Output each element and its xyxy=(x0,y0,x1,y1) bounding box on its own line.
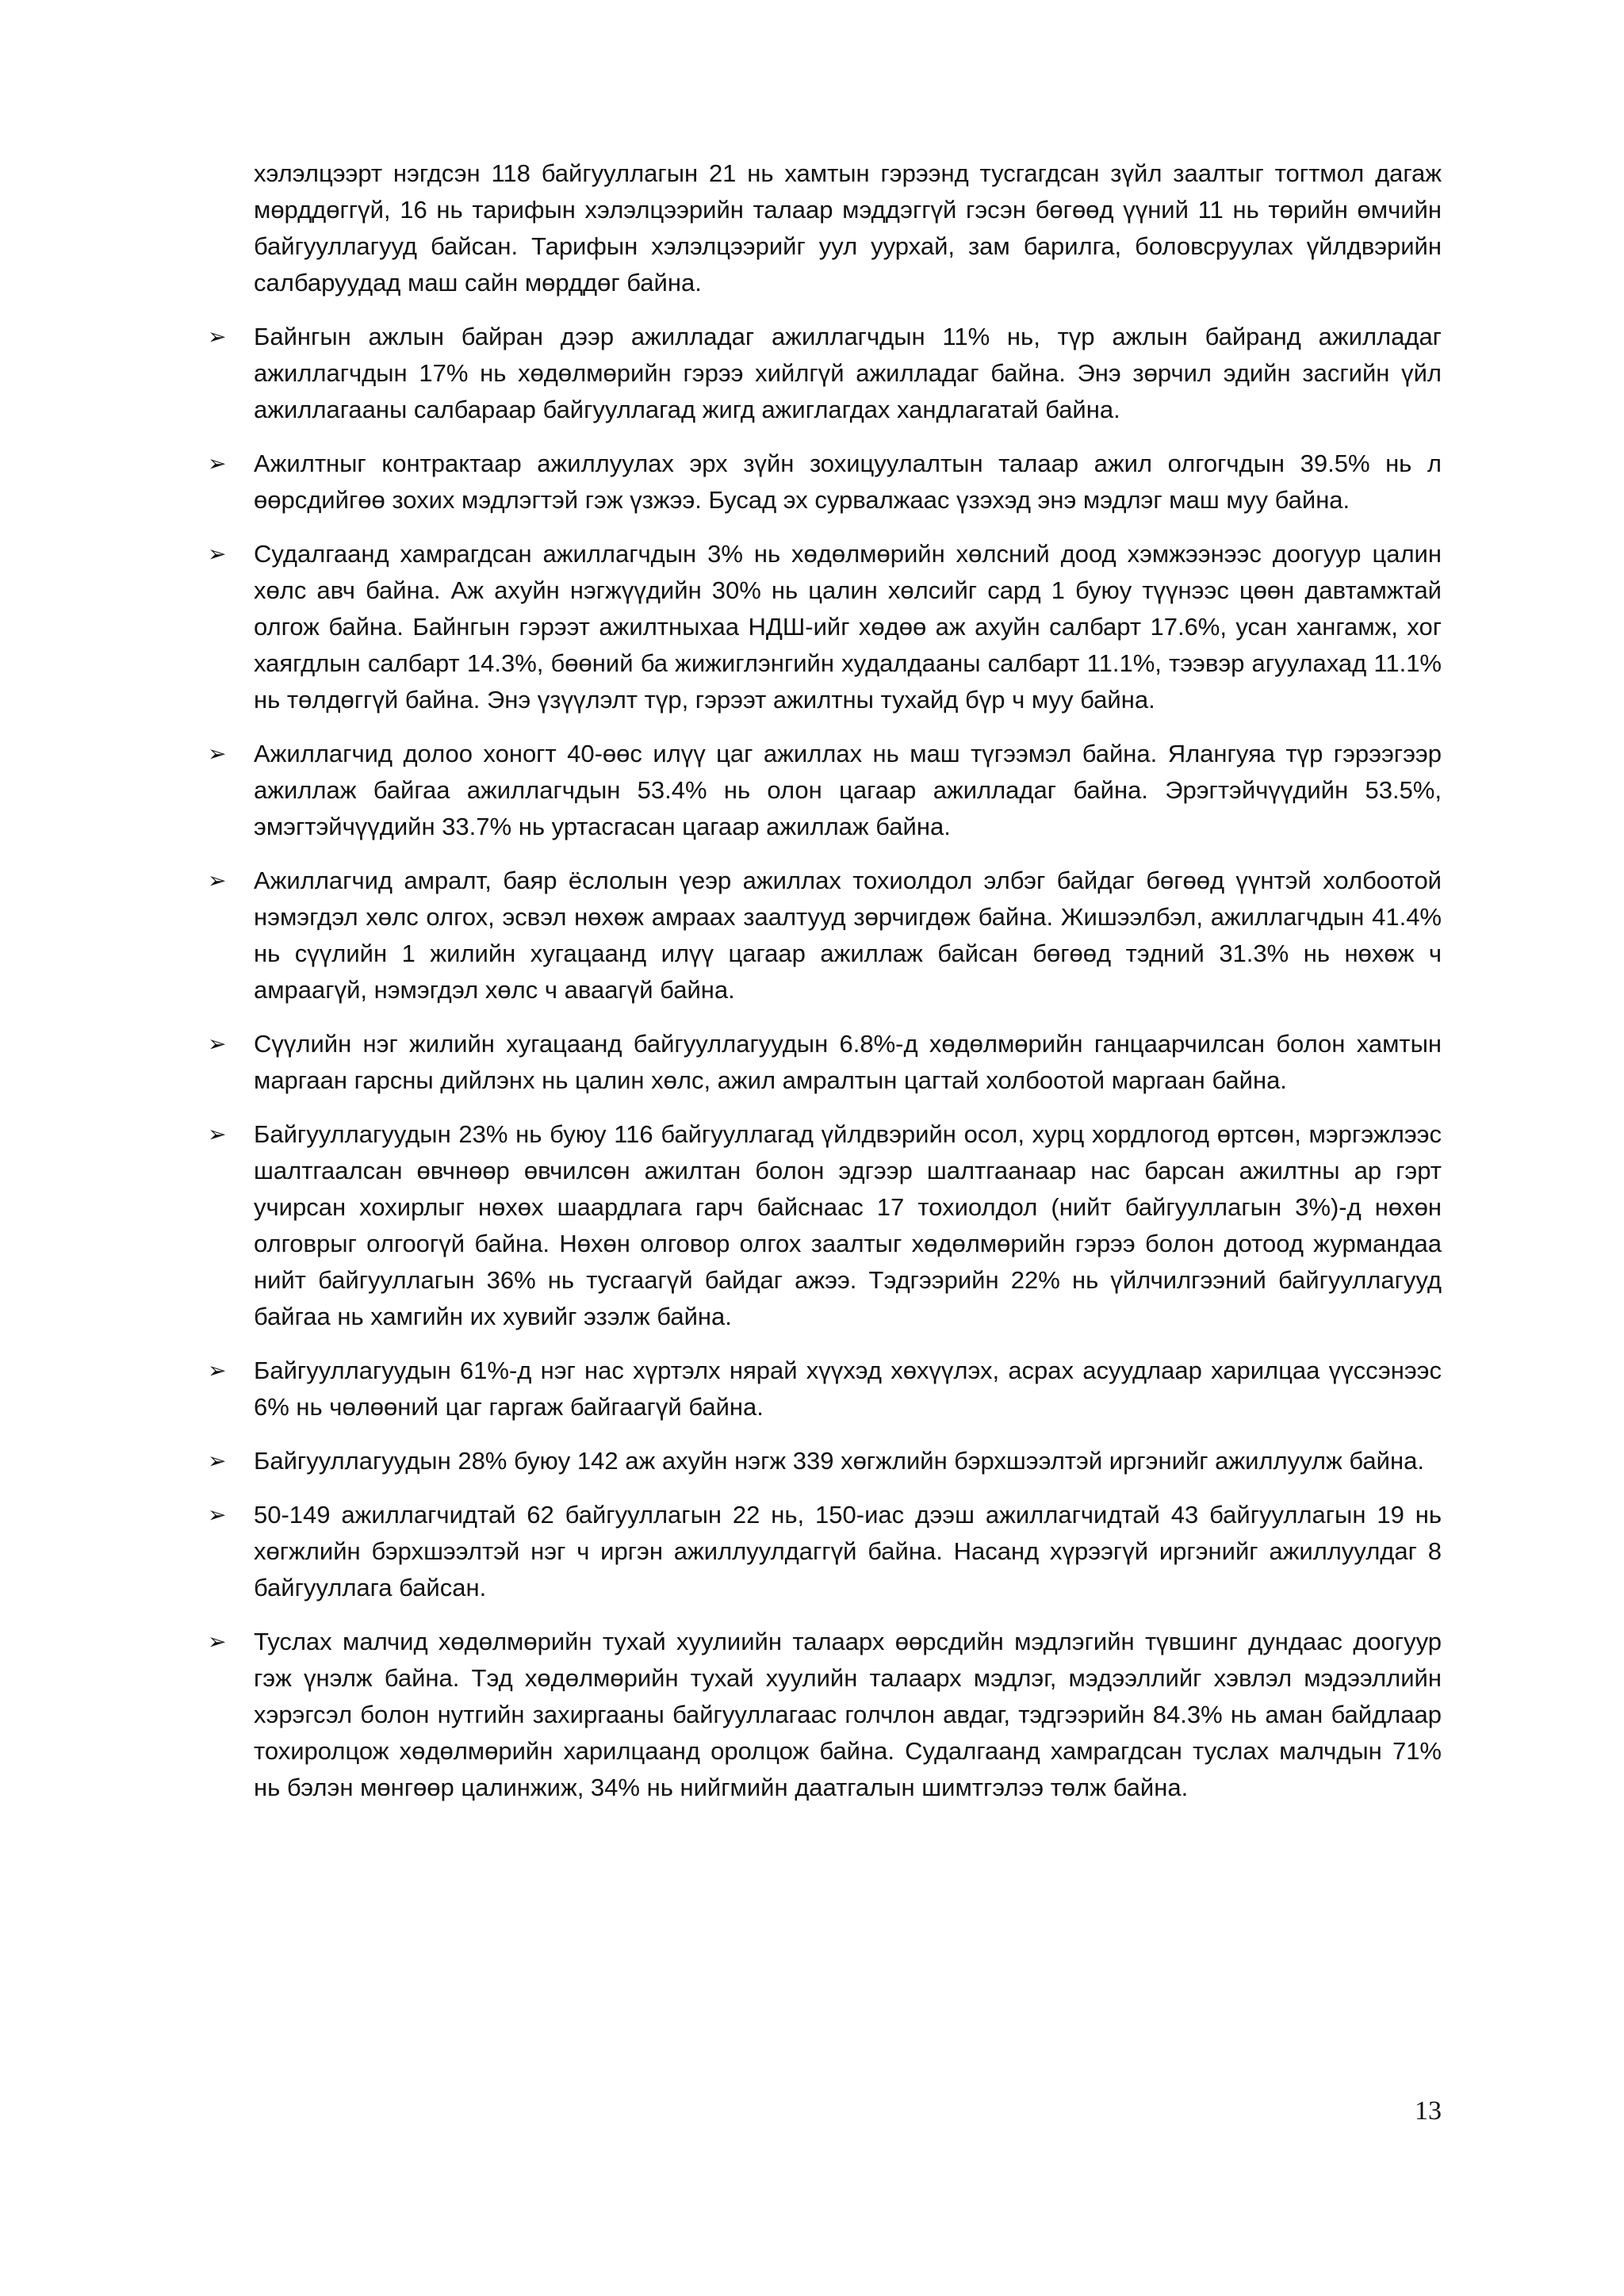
arrow-bullet-icon: ➢ xyxy=(208,740,227,767)
arrow-bullet-icon: ➢ xyxy=(208,1031,227,1057)
continued-paragraph: хэлэлцээрт нэгдсэн 118 байгууллагын 21 нь хамтын гэрээнд тусгагдсан зүйл заалтыг тогтмол дагаж мөрддөггүй, 16 нь тарифын хэлэлцээрийн талаар мэддэггүй гэсэн бөгөөд үүний 11 нь төрийн өмчийн байгууллагууд байсан. Тарифын хэлэлцээрийг уул уурхай, зам барилга, боловсруулах үйлдвэрийн салбаруудад маш сайн мөрддөг байна. xyxy=(254,159,1442,297)
list-item xyxy=(208,446,1442,519)
list-item-text: Судалгаанд хамрагдсан ажиллагчдын 3% нь хөдөлмөрийн хөлсний доод хэмжээнээс доогуур цалин хөлс авч байна. Аж ахуйн нэгжүүдийн 30% нь цалин хөлсийг сард 1 буюу түүнээс цөөн давтамжтай олгож байна. Байнгын гэрээт ажилтныхаа НДШ-ийг хөдөө аж ахуйн салбарт 17.6%, усан хангамж, хог хаягдлын салбарт 14.3%, бөөний ба жижиглэнгийн худалдааны салбарт 11.1%, тээвэр агуулахад 11.1% нь төлдөггүй байна. Энэ үзүүлэлт түр, гэрээт ажилтны тухайд бүр ч муу байна. xyxy=(254,540,1442,714)
arrow-bullet-icon: ➢ xyxy=(208,867,227,894)
list-item xyxy=(208,863,1442,1008)
arrow-bullet-icon: ➢ xyxy=(208,1448,227,1474)
list-item xyxy=(208,736,1442,845)
list-item-text: Байгууллагуудын 61%-д нэг нас хүртэлх нярай хүүхэд хөхүүлэх, асрах асуудлаар харилцаа үүссэнээс 6% нь чөлөөний цаг гаргаж байгаагүй байна. xyxy=(254,1357,1442,1421)
list-item xyxy=(208,1497,1442,1606)
list-item-text: Туслах малчид хөдөлмөрийн тухай хуулиийн талаарх өөрсдийн мэдлэгийн түвшинг дундаас доогуур гэж үнэлж байна. Тэд хөдөлмөрийн тухай хуулийн талаарх мэдлэг, мэдээллийг хэвлэл мэдээллийн хэрэгсэл болон нутгийн захиргааны байгууллагаас голчлон авдаг, тэдгээрийн 84.3% нь аман байдлаар тохиролцож хөдөлмөрийн харилцаанд оролцож байна. Судалгаанд хамрагдсан туслах малчдын 71% нь бэлэн мөнгөөр цалинжиж, 34% нь нийгмийн даатгалын шимтгэлээ төлж байна. xyxy=(254,1628,1442,1801)
findings-list xyxy=(208,319,1442,1806)
arrow-bullet-icon: ➢ xyxy=(208,1628,227,1655)
list-item-text: Ажилтныг контрактаар ажиллуулах эрх зүйн зохицуулалтын талаар ажил олгогчдын 39.5% нь л өөрсдийгөө зохих мэдлэгтэй гэж үзжээ. Бусад эх сурвалжаас үзэхэд энэ мэдлэг маш муу байна. xyxy=(254,450,1442,514)
list-item-text: Ажиллагчид амралт, баяр ёслолын үеэр ажиллах тохиолдол элбэг байдаг бөгөөд үүнтэй холбоотой нэмэгдэл хөлс олгох, эсвэл нөхөж амраах заалтууд зөрчигдөж байна. Жишээлбэл, ажиллагчдын 41.4% нь сүүлийн 1 жилийн хугацаанд илүү цагаар ажиллаж байсан бөгөөд тэдний 31.3% нь нөхөж ч амраагүй, нэмэгдэл хөлс ч аваагүй байна. xyxy=(254,867,1442,1004)
list-item xyxy=(208,1116,1442,1335)
list-item-text: Байгууллагуудын 28% буюу 142 аж ахуйн нэгж 339 хөгжлийн бэрхшээлтэй иргэнийг ажиллуулж байна. xyxy=(254,1447,1424,1475)
arrow-bullet-icon: ➢ xyxy=(208,1502,227,1528)
arrow-bullet-icon: ➢ xyxy=(208,1121,227,1147)
page-number: 13 xyxy=(1415,2096,1442,2126)
list-item xyxy=(208,319,1442,428)
page-content xyxy=(208,155,1442,1823)
list-item-text: 50-149 ажиллагчидтай 62 байгууллагын 22 нь, 150-иас дээш ажиллагчидтай 43 байгууллагын 19 нь хөгжлийн бэрхшээлтэй нэг ч иргэн ажиллуулдаггүй байна. Насанд хүрээгүй иргэнийг ажиллуулдаг 8 байгууллага байсан. xyxy=(254,1501,1442,1601)
arrow-bullet-icon: ➢ xyxy=(208,541,227,567)
list-item xyxy=(208,536,1442,718)
list-item-text: Байнгын ажлын байран дээр ажилладаг ажиллагчдын 11% нь, түр ажлын байранд ажилладаг ажиллагчдын 17% нь хөдөлмөрийн гэрээ хийлгүй ажилладаг байна. Энэ зөрчил эдийн засгийн үйл ажиллагааны салбараар байгууллагад жигд ажиглагдах хандлагатай байна. xyxy=(254,323,1442,423)
list-item-text: Ажиллагчид долоо хоногт 40-өөс илүү цаг ажиллах нь маш түгээмэл байна. Ялангуяа түр гэрээгээр ажиллаж байгаа ажиллагчдын 53.4% нь олон цагаар ажилладаг байна. Эрэгтэйчүүдийн 53.5%, эмэгтэйчүүдийн 33.7% нь уртасгасан цагаар ажиллаж байна. xyxy=(254,740,1442,840)
arrow-bullet-icon: ➢ xyxy=(208,323,227,350)
list-item xyxy=(208,1624,1442,1806)
list-item xyxy=(208,1443,1442,1479)
arrow-bullet-icon: ➢ xyxy=(208,1357,227,1383)
list-item xyxy=(208,1353,1442,1425)
list-item xyxy=(208,1026,1442,1099)
arrow-bullet-icon: ➢ xyxy=(208,450,227,476)
list-item-text: Байгууллагуудын 23% нь буюу 116 байгууллагад үйлдвэрийн осол, хурц хордлогод өртсөн, мэргэжлээс шалтгаалсан өвчнөөр өвчилсөн ажилтан болон эдгээр шалтгаанаар нас барсан ажилтны ар гэрт учирсан хохирлыг нөхөх шаардлага гарч байснаас 17 тохиолдол (нийт байгууллагын 3%)-д нөхөн олговрыг олгоогүй байна. Нөхөн олговор олгох заалтыг хөдөлмөрийн гэрээ болон дотоод журмандаа нийт байгууллагын 36% нь тусгаагүй байдаг ажээ. Тэдгээрийн 22% нь үйлчилгээний байгууллагууд байгаа нь хамгийн их хувийг эзэлж байна. xyxy=(254,1120,1442,1330)
list-item-text: Сүүлийн нэг жилийн хугацаанд байгууллагуудын 6.8%-д хөдөлмөрийн ганцаарчилсан болон хамтын маргаан гарсны дийлэнх нь цалин хөлс, ажил амралтын цагтай холбоотой маргаан байна. xyxy=(254,1030,1442,1094)
